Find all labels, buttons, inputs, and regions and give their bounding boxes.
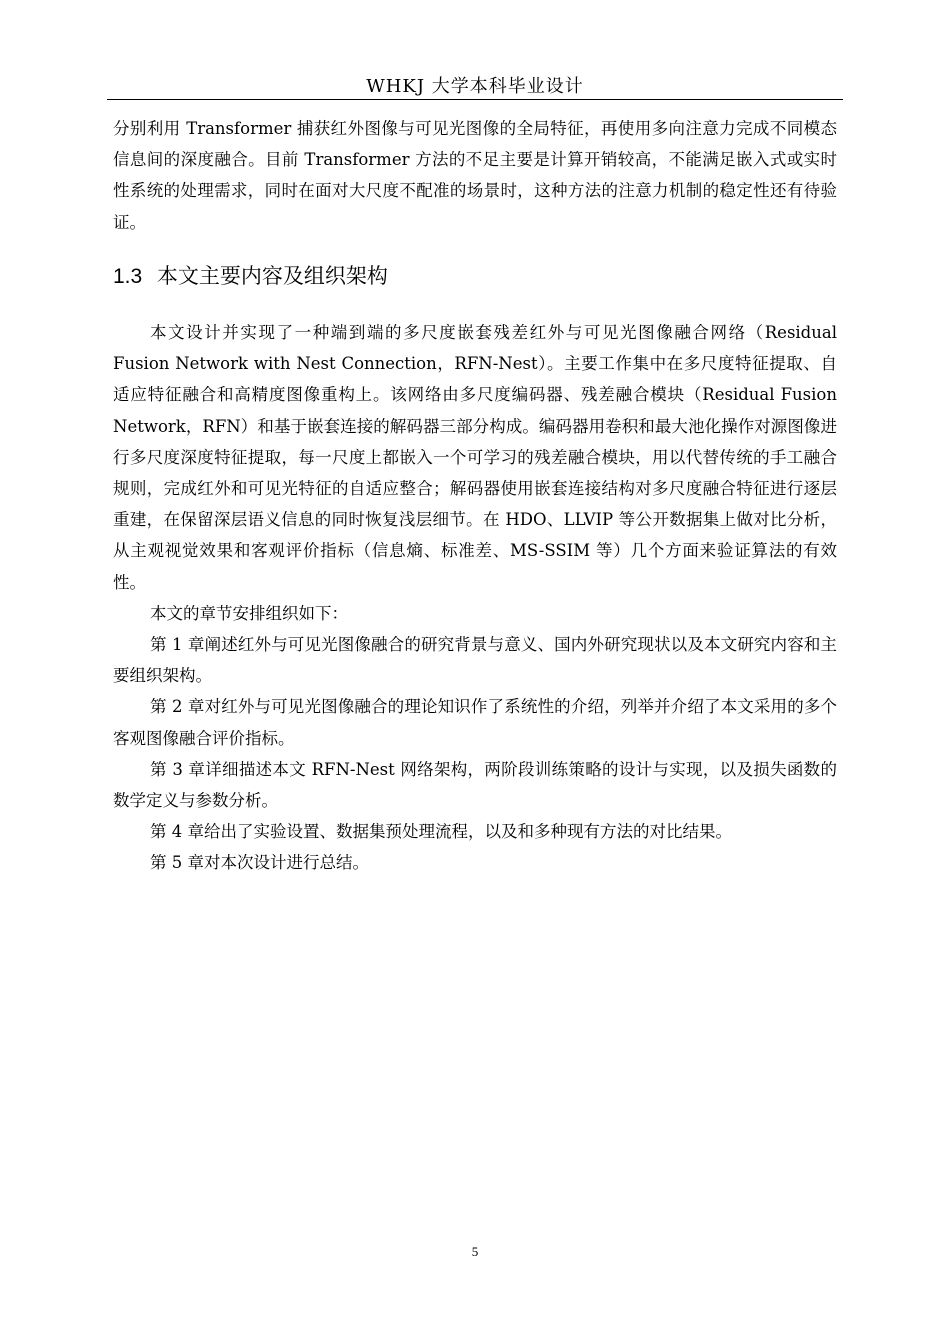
paragraph-chapter-2: 第 2 章对红外与可见光图像融合的理论知识作了系统性的介绍，列举并介绍了本文采用的多个客观图像融合评价指标。	[113, 697, 837, 748]
paragraph-overview: 本文设计并实现了一种端到端的多尺度嵌套残差红外与可见光图像融合网络（Residual Fusion Network with Nest Connection，RFN-Nest）。主要工作集中在多尺度特征提取、自适应特征融合和高精度图像重构上。该网络由多尺度编码器、残差融合模块（Residual Fusion Network，RFN）和基于嵌套连接的解码器三部分构成。编码器用卷积和最大池化操作对源图像进行多尺度深度特征提取，每一尺度上都嵌入一个可学习的残差融合模块，用以代替传统的手工融合规则，完成红外和可见光特征的自适应整合；解码器使用嵌套连接结构对多尺度融合特征进行逐层重建，在保留深层语义信息的同时恢复浅层细节。在 HDO、LLVIP 等公开数据集上做对比分析，从主观视觉效果和客观评价指标（信息熵、标准差、MS-SSIM 等）几个方面来验证算法的有效性。	[113, 323, 837, 592]
paragraph-chapter-3: 第 3 章详细描述本文 RFN-Nest 网络架构，两阶段训练策略的设计与实现，以及损失函数的数学定义与参数分析。	[113, 759, 837, 811]
section-title: 本文主要内容及组织架构	[156, 264, 388, 288]
page-number: 5	[471, 1244, 479, 1259]
paragraph-chapter-5: 第 5 章对本次设计进行总结。	[150, 853, 369, 873]
paragraph-chapter-4: 第 4 章给出了实验设置、数据集预处理流程，以及和多种现有方法的对比结果。	[150, 822, 732, 842]
paragraph-chapter-1: 第 1 章阐述红外与可见光图像融合的研究背景与意义、国内外研究现状以及本文研究内容和主要组织架构。	[113, 635, 837, 686]
section-number: 1.3	[113, 265, 143, 288]
paragraph-chapter-intro: 本文的章节安排组织如下：	[150, 603, 348, 623]
header-rule	[107, 99, 843, 100]
header-title: WHKJ 大学本科毕业设计	[366, 76, 584, 97]
section-heading	[113, 262, 388, 291]
section-body	[113, 317, 837, 879]
intro-paragraph: 分别利用 Transformer 捕获红外图像与可见光图像的全局特征，再使用多向注意力完成不同模态信息间的深度融合。目前 Transformer 方法的不足主要是计算开销较高，不能满足嵌入式或实时性系统的处理需求，同时在面对大尺度不配准的场景时，这种方法的注意力机制的稳定性还有待验证。	[113, 119, 837, 232]
intro-section	[113, 113, 837, 238]
